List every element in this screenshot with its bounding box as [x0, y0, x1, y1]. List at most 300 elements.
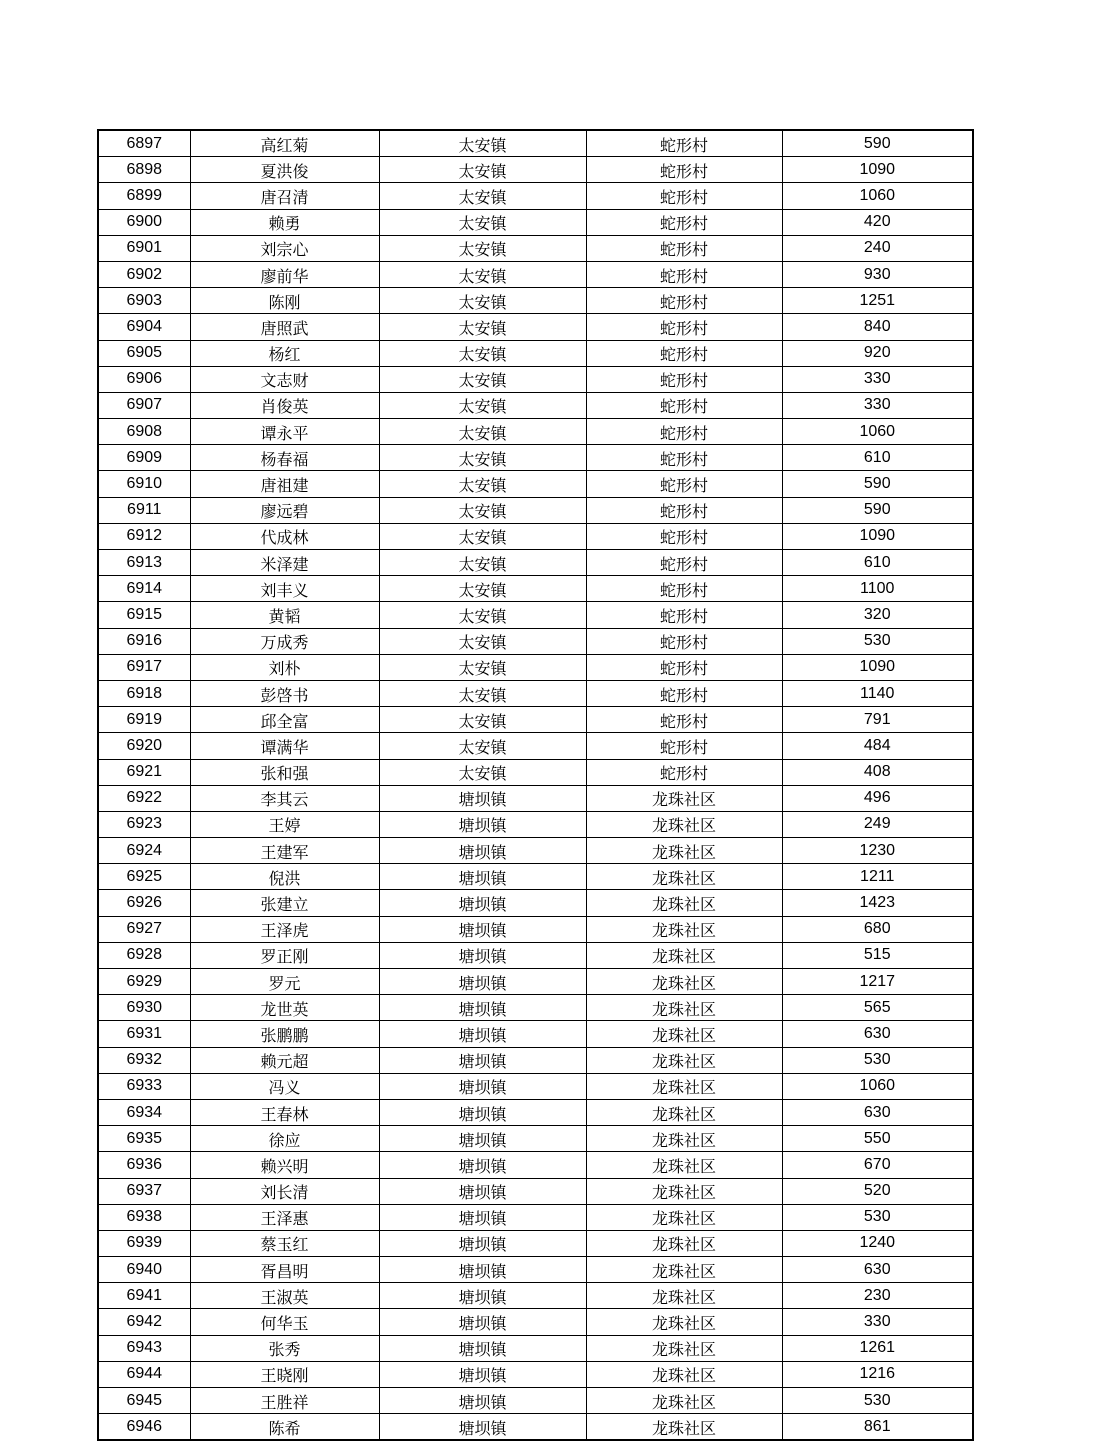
serial-number-cell: 6897: [98, 130, 190, 157]
name-cell: 谭满华: [190, 733, 379, 759]
serial-number-cell: 6913: [98, 550, 190, 576]
table-row: [98, 707, 973, 733]
town-cell: 塘坝镇: [379, 995, 586, 1021]
serial-number-cell: 6922: [98, 785, 190, 811]
amount-cell: 520: [782, 1178, 973, 1204]
amount-cell: 1240: [782, 1230, 973, 1256]
serial-number-cell: 6941: [98, 1283, 190, 1309]
name-cell: 陈希: [190, 1414, 379, 1441]
amount-cell: 1140: [782, 680, 973, 706]
village-cell: 龙珠社区: [586, 1178, 782, 1204]
name-cell: 王淑英: [190, 1283, 379, 1309]
name-cell: 王婷: [190, 811, 379, 837]
amount-cell: 630: [782, 1099, 973, 1125]
serial-number-cell: 6904: [98, 314, 190, 340]
name-cell: 唐召清: [190, 183, 379, 209]
village-cell: 蛇形村: [586, 157, 782, 183]
amount-cell: 840: [782, 314, 973, 340]
table-row: [98, 419, 973, 445]
name-cell: 夏洪俊: [190, 157, 379, 183]
town-cell: 塘坝镇: [379, 1257, 586, 1283]
village-cell: 蛇形村: [586, 759, 782, 785]
amount-cell: 590: [782, 130, 973, 157]
name-cell: 刘朴: [190, 654, 379, 680]
amount-cell: 484: [782, 733, 973, 759]
amount-cell: 530: [782, 1204, 973, 1230]
town-cell: 太安镇: [379, 733, 586, 759]
town-cell: 塘坝镇: [379, 916, 586, 942]
village-cell: 蛇形村: [586, 523, 782, 549]
town-cell: 塘坝镇: [379, 1361, 586, 1387]
village-cell: 蛇形村: [586, 419, 782, 445]
amount-cell: 1230: [782, 838, 973, 864]
amount-cell: 610: [782, 445, 973, 471]
town-cell: 塘坝镇: [379, 785, 586, 811]
serial-number-cell: 6906: [98, 366, 190, 392]
table-row: [98, 1047, 973, 1073]
table-row: [98, 288, 973, 314]
table-row: [98, 759, 973, 785]
serial-number-cell: 6936: [98, 1152, 190, 1178]
name-cell: 倪洪: [190, 864, 379, 890]
serial-number-cell: 6899: [98, 183, 190, 209]
name-cell: 王春林: [190, 1099, 379, 1125]
amount-cell: 1060: [782, 183, 973, 209]
amount-cell: 930: [782, 261, 973, 287]
name-cell: 王建军: [190, 838, 379, 864]
serial-number-cell: 6919: [98, 707, 190, 733]
town-cell: 太安镇: [379, 157, 586, 183]
village-cell: 龙珠社区: [586, 1335, 782, 1361]
town-cell: 塘坝镇: [379, 1099, 586, 1125]
village-cell: 龙珠社区: [586, 1126, 782, 1152]
serial-number-cell: 6935: [98, 1126, 190, 1152]
town-cell: 太安镇: [379, 576, 586, 602]
name-cell: 唐照武: [190, 314, 379, 340]
town-cell: 太安镇: [379, 288, 586, 314]
name-cell: 张鹏鹏: [190, 1021, 379, 1047]
amount-cell: 230: [782, 1283, 973, 1309]
name-cell: 蔡玉红: [190, 1230, 379, 1256]
serial-number-cell: 6909: [98, 445, 190, 471]
serial-number-cell: 6907: [98, 392, 190, 418]
name-cell: 张建立: [190, 890, 379, 916]
village-cell: 蛇形村: [586, 183, 782, 209]
name-cell: 陈刚: [190, 288, 379, 314]
village-cell: 龙珠社区: [586, 995, 782, 1021]
town-cell: 塘坝镇: [379, 1021, 586, 1047]
table-row: [98, 1099, 973, 1125]
amount-cell: 1060: [782, 419, 973, 445]
table-row: [98, 314, 973, 340]
amount-cell: 610: [782, 550, 973, 576]
amount-cell: 1261: [782, 1335, 973, 1361]
serial-number-cell: 6939: [98, 1230, 190, 1256]
amount-cell: 330: [782, 366, 973, 392]
village-cell: 蛇形村: [586, 680, 782, 706]
town-cell: 太安镇: [379, 183, 586, 209]
village-cell: 蛇形村: [586, 445, 782, 471]
town-cell: 塘坝镇: [379, 1335, 586, 1361]
name-cell: 代成林: [190, 523, 379, 549]
amount-cell: 249: [782, 811, 973, 837]
village-cell: 龙珠社区: [586, 864, 782, 890]
village-cell: 蛇形村: [586, 576, 782, 602]
table-row: [98, 550, 973, 576]
name-cell: 刘长清: [190, 1178, 379, 1204]
village-cell: 蛇形村: [586, 261, 782, 287]
serial-number-cell: 6924: [98, 838, 190, 864]
name-cell: 邱全富: [190, 707, 379, 733]
table-row: [98, 1178, 973, 1204]
amount-cell: 791: [782, 707, 973, 733]
name-cell: 谭永平: [190, 419, 379, 445]
village-cell: 龙珠社区: [586, 1021, 782, 1047]
town-cell: 太安镇: [379, 209, 586, 235]
table-row: [98, 576, 973, 602]
town-cell: 太安镇: [379, 523, 586, 549]
village-cell: 龙珠社区: [586, 1309, 782, 1335]
amount-cell: 1060: [782, 1073, 973, 1099]
serial-number-cell: 6928: [98, 942, 190, 968]
village-cell: 蛇形村: [586, 235, 782, 261]
table-row: [98, 864, 973, 890]
serial-number-cell: 6927: [98, 916, 190, 942]
name-cell: 罗元: [190, 969, 379, 995]
town-cell: 塘坝镇: [379, 1388, 586, 1414]
serial-number-cell: 6946: [98, 1414, 190, 1441]
village-cell: 龙珠社区: [586, 1257, 782, 1283]
table-row: [98, 916, 973, 942]
amount-cell: 1090: [782, 157, 973, 183]
table-row: [98, 995, 973, 1021]
village-cell: 龙珠社区: [586, 1099, 782, 1125]
serial-number-cell: 6930: [98, 995, 190, 1021]
serial-number-cell: 6944: [98, 1361, 190, 1387]
name-cell: 罗正刚: [190, 942, 379, 968]
table-row: [98, 1335, 973, 1361]
town-cell: 塘坝镇: [379, 1230, 586, 1256]
amount-cell: 1423: [782, 890, 973, 916]
serial-number-cell: 6940: [98, 1257, 190, 1283]
table-row: [98, 523, 973, 549]
name-cell: 彭啓书: [190, 680, 379, 706]
village-cell: 龙珠社区: [586, 1230, 782, 1256]
village-cell: 蛇形村: [586, 288, 782, 314]
village-cell: 蛇形村: [586, 366, 782, 392]
name-cell: 唐祖建: [190, 471, 379, 497]
table-row: [98, 680, 973, 706]
name-cell: 赖勇: [190, 209, 379, 235]
serial-number-cell: 6910: [98, 471, 190, 497]
name-cell: 廖前华: [190, 261, 379, 287]
village-cell: 龙珠社区: [586, 1047, 782, 1073]
serial-number-cell: 6903: [98, 288, 190, 314]
town-cell: 塘坝镇: [379, 1047, 586, 1073]
town-cell: 塘坝镇: [379, 942, 586, 968]
serial-number-cell: 6925: [98, 864, 190, 890]
name-cell: 何华玉: [190, 1309, 379, 1335]
village-cell: 蛇形村: [586, 602, 782, 628]
village-cell: 龙珠社区: [586, 785, 782, 811]
town-cell: 塘坝镇: [379, 1204, 586, 1230]
village-cell: 蛇形村: [586, 471, 782, 497]
amount-cell: 530: [782, 1047, 973, 1073]
serial-number-cell: 6912: [98, 523, 190, 549]
table-row: [98, 654, 973, 680]
table-row: [98, 261, 973, 287]
town-cell: 太安镇: [379, 680, 586, 706]
table-row: [98, 628, 973, 654]
town-cell: 塘坝镇: [379, 969, 586, 995]
table-row: [98, 1414, 973, 1441]
town-cell: 太安镇: [379, 419, 586, 445]
serial-number-cell: 6945: [98, 1388, 190, 1414]
town-cell: 太安镇: [379, 602, 586, 628]
town-cell: 塘坝镇: [379, 864, 586, 890]
table-row: [98, 392, 973, 418]
table-row: [98, 602, 973, 628]
town-cell: 太安镇: [379, 550, 586, 576]
name-cell: 张秀: [190, 1335, 379, 1361]
table-row: [98, 366, 973, 392]
table-row: [98, 1152, 973, 1178]
town-cell: 塘坝镇: [379, 890, 586, 916]
amount-cell: 408: [782, 759, 973, 785]
table-row: [98, 235, 973, 261]
town-cell: 太安镇: [379, 445, 586, 471]
table-body: [98, 130, 973, 1440]
amount-cell: 330: [782, 1309, 973, 1335]
name-cell: 李其云: [190, 785, 379, 811]
serial-number-cell: 6901: [98, 235, 190, 261]
serial-number-cell: 6938: [98, 1204, 190, 1230]
village-cell: 龙珠社区: [586, 916, 782, 942]
town-cell: 太安镇: [379, 628, 586, 654]
table-row: [98, 1388, 973, 1414]
serial-number-cell: 6921: [98, 759, 190, 785]
amount-cell: 630: [782, 1021, 973, 1047]
town-cell: 塘坝镇: [379, 1283, 586, 1309]
amount-cell: 496: [782, 785, 973, 811]
village-cell: 蛇形村: [586, 654, 782, 680]
village-cell: 龙珠社区: [586, 1361, 782, 1387]
serial-number-cell: 6917: [98, 654, 190, 680]
name-cell: 黄韬: [190, 602, 379, 628]
village-cell: 龙珠社区: [586, 890, 782, 916]
serial-number-cell: 6923: [98, 811, 190, 837]
town-cell: 太安镇: [379, 654, 586, 680]
table-row: [98, 471, 973, 497]
amount-cell: 1090: [782, 523, 973, 549]
town-cell: 太安镇: [379, 759, 586, 785]
table-row: [98, 340, 973, 366]
village-cell: 龙珠社区: [586, 942, 782, 968]
name-cell: 万成秀: [190, 628, 379, 654]
name-cell: 廖远碧: [190, 497, 379, 523]
serial-number-cell: 6914: [98, 576, 190, 602]
table-row: [98, 811, 973, 837]
village-cell: 蛇形村: [586, 733, 782, 759]
town-cell: 太安镇: [379, 340, 586, 366]
amount-cell: 1211: [782, 864, 973, 890]
serial-number-cell: 6905: [98, 340, 190, 366]
serial-number-cell: 6908: [98, 419, 190, 445]
name-cell: 王胜祥: [190, 1388, 379, 1414]
amount-cell: 680: [782, 916, 973, 942]
village-cell: 龙珠社区: [586, 1388, 782, 1414]
town-cell: 塘坝镇: [379, 1309, 586, 1335]
table-row: [98, 157, 973, 183]
amount-cell: 1217: [782, 969, 973, 995]
amount-cell: 1251: [782, 288, 973, 314]
amount-cell: 920: [782, 340, 973, 366]
table-row: [98, 1126, 973, 1152]
village-cell: 蛇形村: [586, 314, 782, 340]
town-cell: 塘坝镇: [379, 1073, 586, 1099]
table-row: [98, 1230, 973, 1256]
amount-cell: 590: [782, 471, 973, 497]
table-row: [98, 733, 973, 759]
village-cell: 龙珠社区: [586, 1204, 782, 1230]
table-row: [98, 1309, 973, 1335]
name-cell: 龙世英: [190, 995, 379, 1021]
table-row: [98, 1283, 973, 1309]
amount-cell: 530: [782, 1388, 973, 1414]
name-cell: 刘丰义: [190, 576, 379, 602]
table-row: [98, 1361, 973, 1387]
table-row: [98, 969, 973, 995]
town-cell: 太安镇: [379, 392, 586, 418]
name-cell: 王晓刚: [190, 1361, 379, 1387]
town-cell: 太安镇: [379, 235, 586, 261]
name-cell: 高红菊: [190, 130, 379, 157]
name-cell: 文志财: [190, 366, 379, 392]
serial-number-cell: 6911: [98, 497, 190, 523]
name-cell: 王泽惠: [190, 1204, 379, 1230]
table-row: [98, 183, 973, 209]
amount-cell: 550: [782, 1126, 973, 1152]
serial-number-cell: 6943: [98, 1335, 190, 1361]
village-cell: 龙珠社区: [586, 811, 782, 837]
serial-number-cell: 6931: [98, 1021, 190, 1047]
amount-cell: 1090: [782, 654, 973, 680]
table-row: [98, 497, 973, 523]
amount-cell: 1216: [782, 1361, 973, 1387]
serial-number-cell: 6916: [98, 628, 190, 654]
name-cell: 张和强: [190, 759, 379, 785]
table-row: [98, 785, 973, 811]
village-cell: 蛇形村: [586, 550, 782, 576]
name-cell: 杨红: [190, 340, 379, 366]
village-cell: 龙珠社区: [586, 1283, 782, 1309]
village-cell: 蛇形村: [586, 497, 782, 523]
serial-number-cell: 6900: [98, 209, 190, 235]
serial-number-cell: 6937: [98, 1178, 190, 1204]
serial-number-cell: 6942: [98, 1309, 190, 1335]
amount-cell: 530: [782, 628, 973, 654]
name-cell: 赖元超: [190, 1047, 379, 1073]
serial-number-cell: 6932: [98, 1047, 190, 1073]
table-row: [98, 1021, 973, 1047]
amount-cell: 590: [782, 497, 973, 523]
name-cell: 胥昌明: [190, 1257, 379, 1283]
village-cell: 龙珠社区: [586, 1414, 782, 1441]
village-cell: 蛇形村: [586, 707, 782, 733]
table-row: [98, 942, 973, 968]
town-cell: 太安镇: [379, 366, 586, 392]
amount-cell: 670: [782, 1152, 973, 1178]
serial-number-cell: 6920: [98, 733, 190, 759]
village-cell: 蛇形村: [586, 130, 782, 157]
town-cell: 太安镇: [379, 707, 586, 733]
table-row: [98, 890, 973, 916]
town-cell: 太安镇: [379, 471, 586, 497]
amount-cell: 565: [782, 995, 973, 1021]
amount-cell: 240: [782, 235, 973, 261]
serial-number-cell: 6918: [98, 680, 190, 706]
table-row: [98, 1257, 973, 1283]
amount-cell: 420: [782, 209, 973, 235]
name-cell: 肖俊英: [190, 392, 379, 418]
name-cell: 赖兴明: [190, 1152, 379, 1178]
amount-cell: 1100: [782, 576, 973, 602]
village-cell: 龙珠社区: [586, 969, 782, 995]
table-row: [98, 130, 973, 157]
serial-number-cell: 6926: [98, 890, 190, 916]
name-cell: 冯义: [190, 1073, 379, 1099]
amount-cell: 515: [782, 942, 973, 968]
name-cell: 刘宗心: [190, 235, 379, 261]
table-row: [98, 1073, 973, 1099]
name-cell: 米泽建: [190, 550, 379, 576]
town-cell: 塘坝镇: [379, 1178, 586, 1204]
town-cell: 塘坝镇: [379, 838, 586, 864]
town-cell: 太安镇: [379, 261, 586, 287]
table-row: [98, 838, 973, 864]
amount-cell: 330: [782, 392, 973, 418]
serial-number-cell: 6902: [98, 261, 190, 287]
table-row: [98, 209, 973, 235]
village-cell: 蛇形村: [586, 209, 782, 235]
town-cell: 太安镇: [379, 130, 586, 157]
serial-number-cell: 6933: [98, 1073, 190, 1099]
town-cell: 太安镇: [379, 314, 586, 340]
serial-number-cell: 6934: [98, 1099, 190, 1125]
amount-cell: 861: [782, 1414, 973, 1441]
amount-cell: 320: [782, 602, 973, 628]
amount-cell: 630: [782, 1257, 973, 1283]
town-cell: 塘坝镇: [379, 1126, 586, 1152]
village-cell: 蛇形村: [586, 392, 782, 418]
name-cell: 王泽虎: [190, 916, 379, 942]
serial-number-cell: 6915: [98, 602, 190, 628]
table-row: [98, 1204, 973, 1230]
name-cell: 徐应: [190, 1126, 379, 1152]
town-cell: 塘坝镇: [379, 1152, 586, 1178]
village-cell: 龙珠社区: [586, 1073, 782, 1099]
town-cell: 塘坝镇: [379, 1414, 586, 1441]
serial-number-cell: 6898: [98, 157, 190, 183]
name-cell: 杨春福: [190, 445, 379, 471]
village-cell: 蛇形村: [586, 340, 782, 366]
table-row: [98, 445, 973, 471]
data-table: [97, 129, 974, 1441]
town-cell: 太安镇: [379, 497, 586, 523]
village-cell: 龙珠社区: [586, 1152, 782, 1178]
serial-number-cell: 6929: [98, 969, 190, 995]
town-cell: 塘坝镇: [379, 811, 586, 837]
